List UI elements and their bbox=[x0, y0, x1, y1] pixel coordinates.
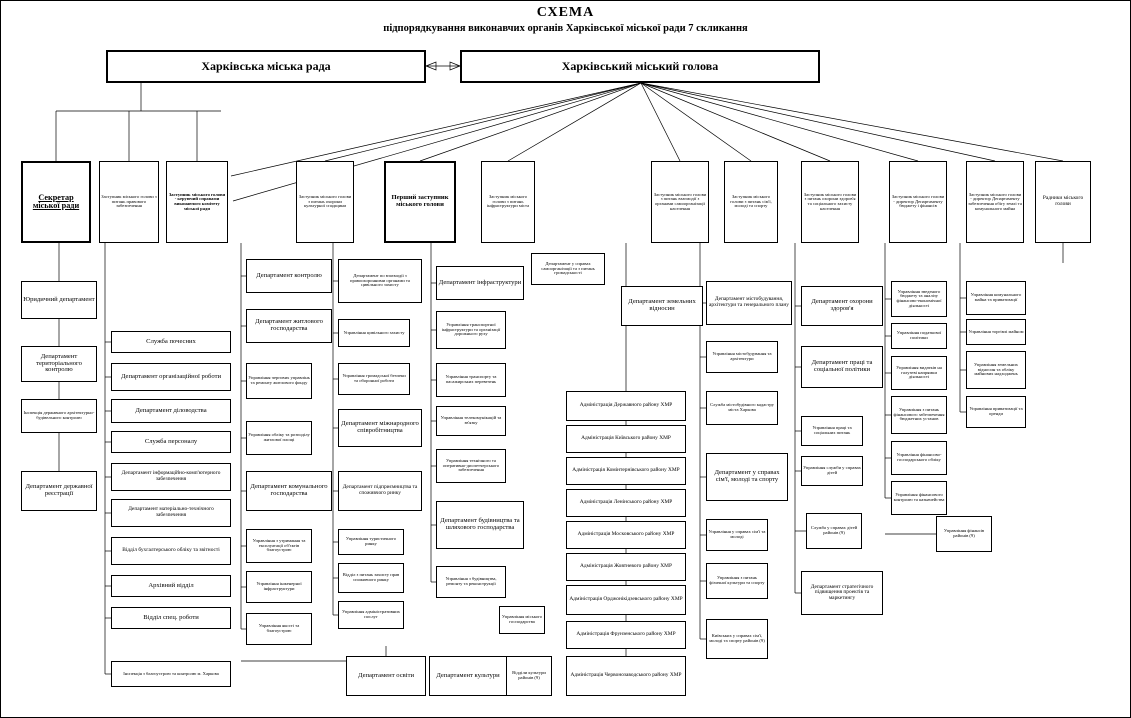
org-node-adm-ordzh bbox=[566, 585, 686, 615]
org-node-viddil-buh bbox=[111, 537, 231, 565]
org-node-dep-mizhnar bbox=[338, 409, 422, 447]
org-node-label: Департамент стратегічного підвищення проектів та маркетингу bbox=[810, 583, 874, 601]
org-node-label: Департамент будівництва та шляхового господарства bbox=[440, 517, 520, 531]
org-node-label: Управління адміністративних послуг bbox=[342, 609, 400, 619]
org-node-label: Адміністрація Жовтневого району ХМР bbox=[580, 563, 672, 570]
org-node-dep-samoorg bbox=[531, 253, 605, 285]
org-node-dep-zemel bbox=[621, 286, 703, 326]
org-node-label: Відділ з питань захисту прав споживчого ринку bbox=[342, 572, 400, 582]
org-node-dep-zhkg bbox=[246, 309, 332, 343]
org-node-label: Заступник міського голови - директор Департаменту забезпечення обігу землі та комунального майна bbox=[968, 191, 1022, 211]
org-node-dep-osvita bbox=[346, 656, 426, 696]
org-node-label: Адміністрація Червонозаводського району ХМР bbox=[570, 672, 682, 679]
org-node-label: Служба персоналу bbox=[144, 437, 198, 445]
org-node-label: Харківська міська рада bbox=[201, 59, 331, 74]
org-node-label: Департамент територіального контролю bbox=[36, 352, 82, 374]
org-node-label: Управління якості та благоустрою bbox=[258, 623, 300, 633]
org-node-zast1 bbox=[99, 161, 159, 243]
org-node-label: Управління служби у справах дітей bbox=[803, 465, 861, 475]
org-node-rada bbox=[106, 50, 426, 83]
org-node-label: Заступник міського голови з питань охорони культурної спадщини bbox=[298, 193, 352, 209]
org-node-dep-kultura bbox=[429, 656, 507, 696]
org-node-upr-oblik-zhytl bbox=[246, 421, 312, 455]
org-node-upr-kom bbox=[436, 406, 506, 436]
org-node-yur bbox=[21, 281, 97, 319]
org-node-label: Управління зведеного бюджету та аналізу фінансово-економічної діяльності bbox=[896, 288, 942, 308]
org-node-derzhreg bbox=[21, 471, 97, 511]
org-node-label: Київських у справах сім'ї, молоді та спорту районів (9) bbox=[709, 633, 765, 643]
org-node-adm-zhovt bbox=[566, 553, 686, 581]
org-node-label: Харківський міський голова bbox=[561, 59, 719, 74]
org-node-upr-fizkult bbox=[706, 563, 768, 599]
org-node-upr-grom-bezp bbox=[338, 363, 410, 395]
org-node-label: Управління торгівлі майном bbox=[968, 328, 1024, 334]
org-node-adm-chernysh bbox=[566, 656, 686, 696]
org-node-label: Адміністрація Державного району ХМР bbox=[579, 402, 673, 409]
org-node-upr-pryvat bbox=[966, 396, 1026, 428]
org-node-dep-dilov bbox=[111, 399, 231, 423]
org-node-label: Управління з питань фізичної культури та спорту bbox=[709, 575, 765, 585]
org-node-upr-komun-maino bbox=[966, 281, 1026, 315]
org-node-label: Управління фінансово-господарського обліку bbox=[896, 452, 942, 462]
org-node-dep-siatk bbox=[338, 259, 422, 303]
org-node-label: Заступник міського голови - керуючий справами виконавчого комітету міської ради bbox=[168, 191, 226, 211]
org-node-inspek-blag bbox=[111, 661, 231, 687]
org-node-label: Департамент містобудування, архітектури та генерального плану bbox=[709, 296, 789, 308]
org-node-label: Інспекція державного архітектурно-будівельного контролю bbox=[23, 410, 95, 420]
org-node-zast4 bbox=[481, 161, 535, 243]
org-node-upr-cyv-zakh bbox=[338, 319, 410, 347]
org-node-label: Управління у справах сім'ї та молоді bbox=[708, 529, 766, 539]
org-node-label: Заступник міського голови з питань охорони здоров'я та соціального захисту населення bbox=[803, 191, 857, 211]
org-node-label: Департамент культури bbox=[436, 671, 500, 679]
org-node-upr-fin-kontrol bbox=[891, 481, 947, 515]
org-node-upr-trans bbox=[436, 311, 506, 349]
org-node-label: Адміністрація Фрунзенського району ХМР bbox=[576, 631, 676, 638]
org-node-label: Перший заступник міського голови bbox=[391, 194, 449, 208]
org-node-upr-misk-gosp bbox=[499, 606, 545, 634]
org-node-label: Управління видатків на галузеві напрямки діяльності bbox=[896, 364, 942, 380]
org-node-dep-komun bbox=[246, 471, 332, 511]
org-node-upr-inzh bbox=[246, 571, 312, 603]
org-node-label: Департамент по взаємодії з правоохоронними органами та цивільного захисту bbox=[350, 272, 410, 288]
org-node-label: Юридичний департамент bbox=[23, 295, 95, 303]
org-node-zast8 bbox=[889, 161, 947, 243]
org-node-sekretar bbox=[21, 161, 91, 243]
org-node-dep-mtz bbox=[111, 499, 231, 527]
page-title: СХЕМА bbox=[536, 5, 595, 20]
org-node-label: Департамент у справах самоорганізації та з питань громадськості bbox=[541, 260, 595, 276]
org-node-label: Департамент організаційної роботи bbox=[120, 372, 222, 380]
org-node-label: Департамент земельних відносин bbox=[628, 298, 696, 312]
org-node-label: Управління містобудування та архітектури bbox=[712, 351, 772, 361]
org-node-dep-kontrol bbox=[246, 259, 332, 293]
org-node-dep-org bbox=[111, 363, 231, 391]
org-node-upr-sluzhba-ditey bbox=[801, 456, 863, 486]
org-node-upr-zved bbox=[891, 281, 947, 317]
org-node-upr-torg-maino bbox=[966, 319, 1026, 345]
org-node-label: Департамент матеріально-технічного забезпечення bbox=[128, 506, 214, 518]
org-node-label: Заступник міського голови з питань інфраструктури міста bbox=[486, 193, 530, 209]
org-node-upr-yakosti bbox=[246, 613, 312, 645]
org-node-label: Управління міського господарства bbox=[501, 614, 543, 624]
org-node-label: Управління приватизації та оренди bbox=[969, 406, 1023, 416]
org-node-zast6 bbox=[724, 161, 778, 243]
org-node-golova bbox=[460, 50, 820, 83]
org-node-label: Департамент освіти bbox=[358, 671, 414, 679]
org-node-dep-pidpryem bbox=[338, 471, 422, 511]
org-node-viddil-kult-rayon bbox=[506, 656, 552, 696]
org-node-zast5 bbox=[651, 161, 709, 243]
org-node-label: Департамент у справах сім'ї, молоді та спорту bbox=[714, 469, 780, 483]
org-node-label: Служба у справах дітей районів (9) bbox=[810, 525, 858, 535]
org-node-sluzhba-pochesn bbox=[111, 331, 231, 353]
org-node-label: Управління фінансів районів (9) bbox=[943, 528, 985, 538]
org-node-label: Адміністрація Ленінського району ХМР bbox=[579, 499, 673, 506]
org-node-upr-fin-gosp bbox=[891, 441, 947, 475]
org-node-label: Управління з питань фінансового забезпечення бюджетних установ bbox=[893, 406, 945, 422]
org-node-label: Управління обліку та розподілу житлової площі bbox=[248, 432, 310, 442]
org-node-upr-cherg bbox=[246, 363, 312, 399]
org-node-radnyk bbox=[1035, 161, 1091, 243]
org-node-dep-pratsi bbox=[801, 346, 883, 388]
org-node-adm-komin bbox=[566, 457, 686, 485]
org-node-label: Управління інженерної інфраструктури bbox=[256, 581, 302, 591]
org-node-label: Архівний відділ bbox=[148, 581, 194, 589]
org-node-terkontr bbox=[21, 346, 97, 382]
org-node-label: Управління фінансового контролю та казначейства bbox=[893, 492, 945, 502]
org-node-zast3 bbox=[296, 161, 354, 243]
org-node-adm-frunz bbox=[566, 621, 686, 649]
org-node-viddil-zakh bbox=[338, 563, 404, 593]
org-node-sluzhba-ditey-r bbox=[806, 513, 862, 549]
org-node-upr-teplo bbox=[436, 449, 506, 483]
org-node-upr-bud-rem bbox=[436, 566, 506, 598]
org-node-sluzhba-pers bbox=[111, 431, 231, 453]
org-node-zast2 bbox=[166, 161, 228, 243]
org-node-adm-lenin bbox=[566, 489, 686, 517]
org-node-viddil-spec bbox=[111, 607, 231, 629]
org-node-label: Інспекція з благоустрою та контролю м. Харкова bbox=[123, 670, 219, 676]
org-node-dep-simya bbox=[706, 453, 788, 501]
org-node-upr-podat bbox=[891, 323, 947, 349]
org-node-label: Управління комунального майна та приватизації bbox=[970, 292, 1022, 302]
org-node-upr-rayon-simya bbox=[706, 619, 768, 659]
org-node-label: Управління туристичного ринку bbox=[345, 536, 397, 546]
org-node-label: Управління телекомунікацій та зв'язку bbox=[440, 415, 502, 425]
org-node-pershyi bbox=[384, 161, 456, 243]
org-node-label: Управління з будівництва, ремонту та реконструкції bbox=[445, 576, 497, 586]
org-node-upr-vydat bbox=[891, 356, 947, 390]
org-node-label: Департамент міжнародного співробітництва bbox=[341, 420, 419, 434]
org-node-label: Управління транспортної інфраструктури та організації дорожнього руху bbox=[441, 321, 501, 337]
org-node-label: Департамент інформаційно-комп'ютерного забезпечення bbox=[121, 470, 221, 482]
org-node-label: Адміністрація Комінтернівського району ХМР bbox=[572, 467, 680, 474]
org-node-upr-borg bbox=[891, 396, 947, 434]
org-node-zast7 bbox=[801, 161, 859, 243]
org-node-dep-inform bbox=[111, 463, 231, 491]
org-node-upr-prava-soc bbox=[801, 416, 863, 446]
org-node-label: Управління з утримання та експлуатації об'єктів благоустрою bbox=[252, 537, 306, 553]
org-node-label: Секретар міської ради bbox=[32, 192, 80, 210]
org-node-label: Департамент діловодства bbox=[135, 406, 207, 414]
org-node-label: Департамент комунального господарства bbox=[250, 483, 328, 497]
org-node-upr-fin-rayon bbox=[936, 516, 992, 552]
org-node-dep-invest bbox=[801, 571, 883, 615]
org-node-zast9 bbox=[966, 161, 1024, 243]
org-node-label: Управління цивільного захисту bbox=[343, 329, 405, 335]
org-node-dep-mistobud bbox=[706, 281, 792, 325]
org-node-sluzhba-sporud bbox=[706, 391, 778, 425]
org-node-upr-torg bbox=[338, 529, 404, 555]
org-node-dep-zdorov bbox=[801, 286, 883, 326]
org-node-dep-infra bbox=[436, 266, 524, 300]
org-node-label: Департамент державної реєстрації bbox=[25, 483, 93, 497]
org-node-upr-mistobud bbox=[706, 341, 778, 373]
org-node-label: Департамент житлового господарства bbox=[255, 318, 323, 332]
org-node-label: Відділ бухгалтерського обліку та звітності bbox=[122, 547, 220, 554]
org-node-label: Відділи культури районів (9) bbox=[512, 670, 546, 680]
org-node-label: Управління податкової політики bbox=[896, 330, 942, 340]
org-node-label: Заступник міського голови з питань сім'ї, молоді та спорту bbox=[730, 193, 772, 209]
page-subtitle: підпорядкування виконавчих органів Харківської міської ради 7 скликання bbox=[383, 23, 748, 34]
org-node-label: Департамент інфраструктури bbox=[438, 278, 522, 286]
org-node-label: Адміністрація Київського району ХМР bbox=[581, 435, 671, 442]
org-node-label: Радники міського голови bbox=[1042, 195, 1084, 207]
org-node-label: Департамент охорони здоров'я bbox=[811, 298, 873, 312]
org-node-upr-zem-vidnos bbox=[966, 351, 1026, 389]
org-node-label: Відділ спец. роботи bbox=[143, 613, 199, 621]
org-node-label: Заступник міського голови - директор Департаменту бюджету і фінансів bbox=[891, 193, 945, 209]
org-node-label: Служба почесних bbox=[146, 337, 196, 345]
org-node-label: Адміністрація Московського району ХМР bbox=[577, 531, 675, 538]
org-node-dep-bud bbox=[436, 501, 524, 549]
org-node-label: Управління земельних відносин та обліку майнових надходжень bbox=[974, 361, 1018, 377]
org-node-label: Заступник міського голови з питань правового забезпечення bbox=[101, 193, 157, 209]
org-node-label: Департамент контролю bbox=[256, 271, 322, 279]
org-node-adm-derzh bbox=[566, 391, 686, 421]
org-node-label: Департамент праці та соціальної політики bbox=[811, 359, 873, 373]
org-node-inspek bbox=[21, 399, 97, 433]
org-node-upr-adm bbox=[338, 601, 404, 629]
org-node-label: Управління транспорту та пасажирських перевезень bbox=[445, 374, 497, 384]
org-node-label: Управління чергових управлінь та ремонту житлового фонду bbox=[248, 375, 310, 385]
org-node-label: Служба містобудівного кадастру міста Харкова bbox=[710, 402, 774, 412]
org-node-label: Заступник міського голови з питань взаємодії з органами самоорганізації населення bbox=[653, 191, 707, 211]
org-node-adm-kyiv bbox=[566, 425, 686, 453]
org-node-label: Департамент підприємництва та споживчого ринку bbox=[342, 484, 418, 496]
org-node-label: Управління громадської безпеки та оборонної роботи bbox=[342, 373, 406, 383]
org-node-label: Адміністрація Орджонікідзевського району ХМР bbox=[569, 596, 683, 603]
org-node-adm-mosk bbox=[566, 521, 686, 549]
org-node-arkhiv bbox=[111, 575, 231, 597]
org-node-upr-simya bbox=[706, 519, 768, 551]
org-node-label: Управління праці та соціальних питань bbox=[812, 425, 852, 435]
org-node-upr-utrym bbox=[246, 529, 312, 563]
org-node-label: Управління технічного та оперативно-диспетчерського забезпечення bbox=[442, 457, 500, 473]
org-node-upr-trans-perev bbox=[436, 363, 506, 397]
